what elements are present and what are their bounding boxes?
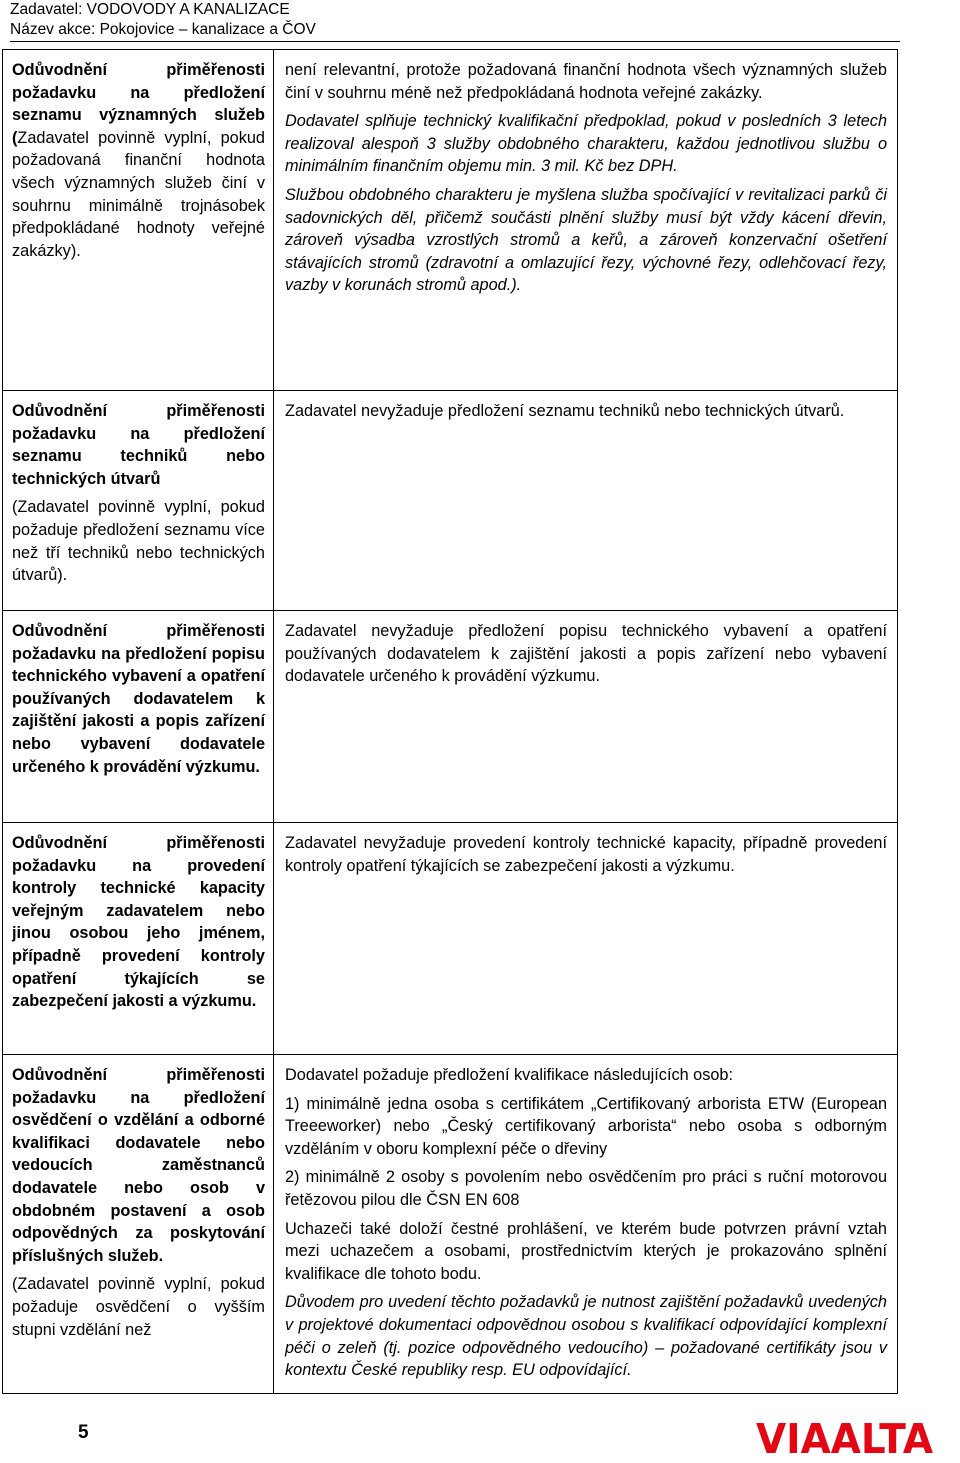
row-label: Odůvodnění přiměřenosti požadavku na předložení seznamu techniků nebo technických útvarů (Zadavatel povinně vyplní, pokud požaduje předložení seznamu více než tří techniků nebo technických útvarů). bbox=[3, 391, 274, 611]
row-content: Zadavatel nevyžaduje provedení kontroly technické kapacity, případně provedení kontroly opatření týkajících se zabezpečení jakosti a výzkumu. bbox=[274, 823, 898, 1055]
table-row bbox=[3, 1055, 898, 1394]
logo-text: VIAALTA bbox=[756, 1415, 933, 1463]
document-header bbox=[10, 0, 950, 40]
table-row bbox=[3, 611, 898, 823]
header-project-name: Název akce: Pokojovice – kanalizace a ČOV bbox=[10, 21, 316, 38]
page-number: 5 bbox=[78, 1422, 89, 1443]
row-content: Zadavatel nevyžaduje předložení seznamu techniků nebo technických útvarů. bbox=[274, 391, 898, 611]
table-row bbox=[3, 391, 898, 611]
row-content: Zadavatel nevyžaduje předložení popisu technického vybavení a opatření používaných dodavatelem k zajištění jakosti a popis zařízení nebo vybavení dodavatele určeného k provádění výzkumu. bbox=[274, 611, 898, 823]
row-label: Odůvodnění přiměřenosti požadavku na provedení kontroly technické kapacity veřejným zadavatelem nebo jinou osobou jeho jménem, případně provedení kontroly opatření týkajících se zabezpečení jakosti a výzkumu. bbox=[3, 823, 274, 1055]
row-content: Dodavatel požaduje předložení kvalifikace následujících osob: 1) minimálně jedna osoba s certifikátem „Certifikovaný arborista ETW (European Treeeworker) nebo „Český certifikovaný arborista“ nebo osoba s odborným vzděláním v oboru komplexní péče o dřeviny 2) minimálně 2 osoby s povolením nebo osvědčením pro práci s ruční motorovou řetězovou pilou dle ČSN EN 608 Uchazeči také doloží čestné prohlášení, ve kterém bude potvrzen právní vztah mezi uchazečem a osobami, prostřednictvím kterých je prokazováno splnění kvalifikace dle tohoto bodu. Důvodem pro uvedení těchto požadavků je nutnost zajištění požadavků uvedených v projektové dokumentaci odpovědnou osobou s kvalifikací odpovídající komplexní péči o zeleň (tj. pozice odpovědného vedoucího) – požadované certifikáty jsou v kontextu České republiky resp. EU odpovídající. bbox=[274, 1055, 898, 1394]
row-label: Odůvodnění přiměřenosti požadavku na předložení osvědčení o vzdělání a odborné kvalifikaci dodavatele nebo vedoucích zaměstnanců dodavatele nebo osob v obdobném postavení a osob odpovědných za poskytování příslušných služeb. (Zadavatel povinně vyplní, pokud požaduje osvědčení o vyšším stupni vzdělání než bbox=[3, 1055, 274, 1394]
row-label: Odůvodnění přiměřenosti požadavku na předložení seznamu významných služeb (Zadavatel povinně vyplní, pokud požadovaná finanční hodnota všech významných služeb činí v souhrnu minimálně trojnásobek předpokládané hodnoty veřejné zakázky). bbox=[3, 50, 274, 391]
row-label: Odůvodnění přiměřenosti požadavku na předložení popisu technického vybavení a opatření používaných dodavatelem k zajištění jakosti a popis zařízení nebo vybavení dodavatele určeného k provádění výzkumu. bbox=[3, 611, 274, 823]
requirements-table bbox=[2, 49, 898, 1394]
header-divider bbox=[10, 41, 900, 42]
row-content: není relevantní, protože požadovaná finanční hodnota všech významných služeb činí v souhrnu méně než předpokládaná hodnota veřejné zakázky. Dodavatel splňuje technický kvalifikační předpoklad, pokud v posledních 3 letech realizoval alespoň 3 služby obdobného charakteru, každou jednotlivou službu o minimálním finančním objemu min. 3 mil. Kč bez DPH. Službou obdobného charakteru je myšlena služba spočívající v revitalizaci parků či sadovnických děl, přičemž součásti plnění služby musí být vždy kácení dřevin, zároveň výsadba vzrostlých stromů a keřů, a zároveň konzervační ošetření stávajících stromů (zdravotní a omlazující řezy, výchovné řezy, odlehčovací řezy, vazby v korunách stromů apod.). bbox=[274, 50, 898, 391]
header-contracting-authority: Zadavatel: VODOVODY A KANALIZACE bbox=[10, 1, 290, 18]
company-logo bbox=[756, 1416, 960, 1462]
table-row bbox=[3, 823, 898, 1055]
table-row bbox=[3, 50, 898, 391]
